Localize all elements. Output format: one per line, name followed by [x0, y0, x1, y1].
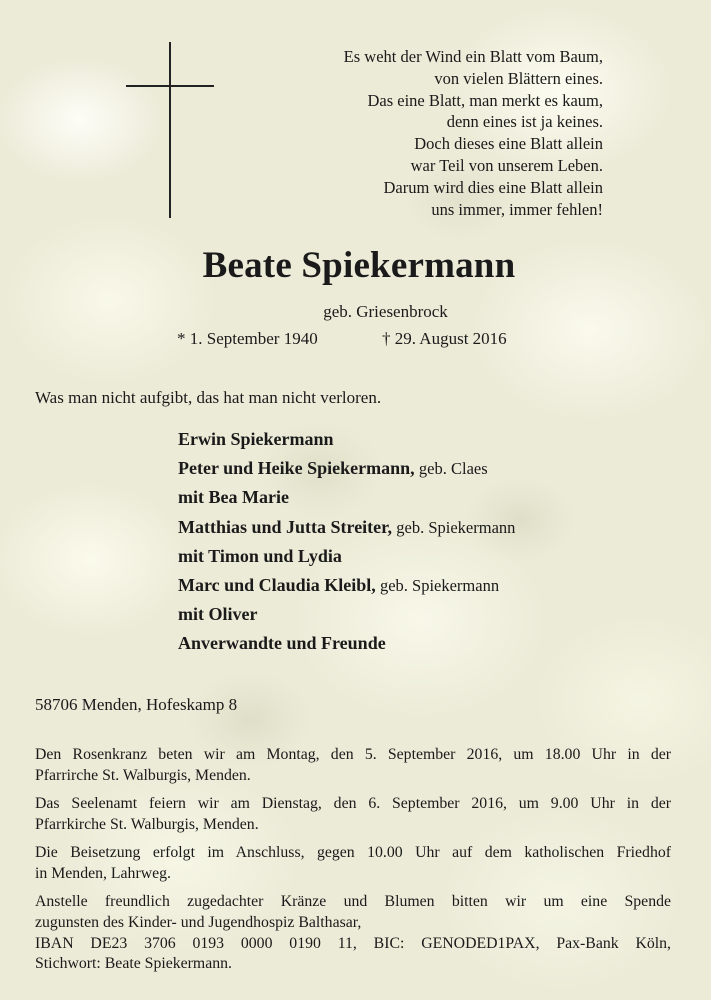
family-name: mit Oliver	[178, 604, 258, 625]
family-name: Erwin Spiekermann	[178, 429, 334, 449]
family-list	[178, 428, 515, 662]
poem-line: denn eines ist ja keines.	[446, 112, 603, 132]
poem-line: Es weht der Wind ein Blatt vom Baum,	[343, 47, 603, 66]
family-name: Matthias und Jutta Streiter,	[178, 516, 393, 537]
family-name: mit Timon und Lydia	[178, 545, 342, 566]
family-row	[178, 516, 515, 545]
death-date: † 29. August 2016	[382, 329, 507, 348]
birth-name: geb. Griesenbrock	[323, 302, 448, 321]
address: 58706 Menden, Hofeskamp 8	[35, 695, 238, 714]
poem-line: Darum wird dies eine Blatt allein	[383, 177, 603, 197]
notice-line: Den Rosenkranz beten wir am Montag, den 5. September 2016, um 18.00 Uhr in der	[35, 746, 671, 763]
poem-line: war Teil von unserem Leben.	[410, 155, 603, 175]
notice-donation	[35, 892, 671, 975]
birth-date: * 1. September 1940	[177, 329, 318, 348]
family-birth-name: geb. Spiekermann	[396, 517, 516, 537]
notice-line: Pfarrkirche St. Walburgis, Menden.	[35, 815, 259, 833]
family-row	[178, 603, 515, 632]
notice-line: Das Seelenamt feiern wir am Dienstag, den 6. September 2016, um 9.00 Uhr in der	[35, 795, 671, 812]
notice-line: Die Beisetzung erfolgt im Anschluss, gegen 10.00 Uhr auf dem katholischen Friedhof	[35, 844, 671, 861]
family-row	[178, 457, 515, 486]
cross-horizontal-bar	[126, 85, 214, 87]
poem	[344, 46, 603, 220]
notice-line: Anstelle freundlich zugedachter Kränze und Blumen bitten wir um eine Spende	[35, 893, 671, 910]
family-name: mit Bea Marie	[178, 487, 289, 508]
family-row	[178, 574, 515, 603]
deceased-name-block	[0, 244, 711, 287]
poem-line: Das eine Blatt, man merkt es kaum,	[367, 90, 603, 110]
family-birth-name: geb. Claes	[418, 459, 488, 479]
family-row	[178, 486, 515, 515]
poem-line: Doch dieses eine Blatt allein	[414, 134, 603, 154]
notice-rosary	[35, 745, 671, 787]
family-birth-name: geb. Spiekermann	[379, 575, 500, 595]
notice-line: zugunsten des Kinder- und Jugendhospiz Balthasar,	[35, 913, 362, 931]
family-name: Peter und Heike Spiekermann,	[178, 458, 415, 479]
notice-line: IBAN DE23 3706 0193 0000 0190 11, BIC: GENODED1PAX, Pax-Bank Köln,	[35, 934, 671, 952]
notice-line: in Menden, Lahrweg.	[35, 864, 171, 882]
poem-line: uns immer, immer fehlen!	[431, 199, 603, 219]
poem-line: von vielen Blättern eines.	[434, 68, 603, 88]
family-name: Marc und Claudia Kleibl,	[178, 574, 376, 595]
family-row	[178, 545, 515, 574]
family-name: Anverwandte und Freunde	[178, 633, 386, 654]
notice-burial	[35, 843, 671, 885]
birth-name-block	[0, 302, 711, 322]
family-row	[178, 428, 515, 457]
family-row	[178, 632, 515, 661]
cross-icon	[126, 42, 214, 218]
motto: Was man nicht aufgibt, das hat man nicht verloren.	[35, 388, 382, 407]
notice-requiem	[35, 794, 671, 836]
deceased-name: Beate Spiekermann	[202, 245, 516, 286]
cross-vertical-bar	[169, 42, 171, 218]
notice-line: Pfarrirche St. Walburgis, Menden.	[35, 766, 251, 784]
notice-line: Stichwort: Beate Spiekermann.	[35, 955, 232, 973]
